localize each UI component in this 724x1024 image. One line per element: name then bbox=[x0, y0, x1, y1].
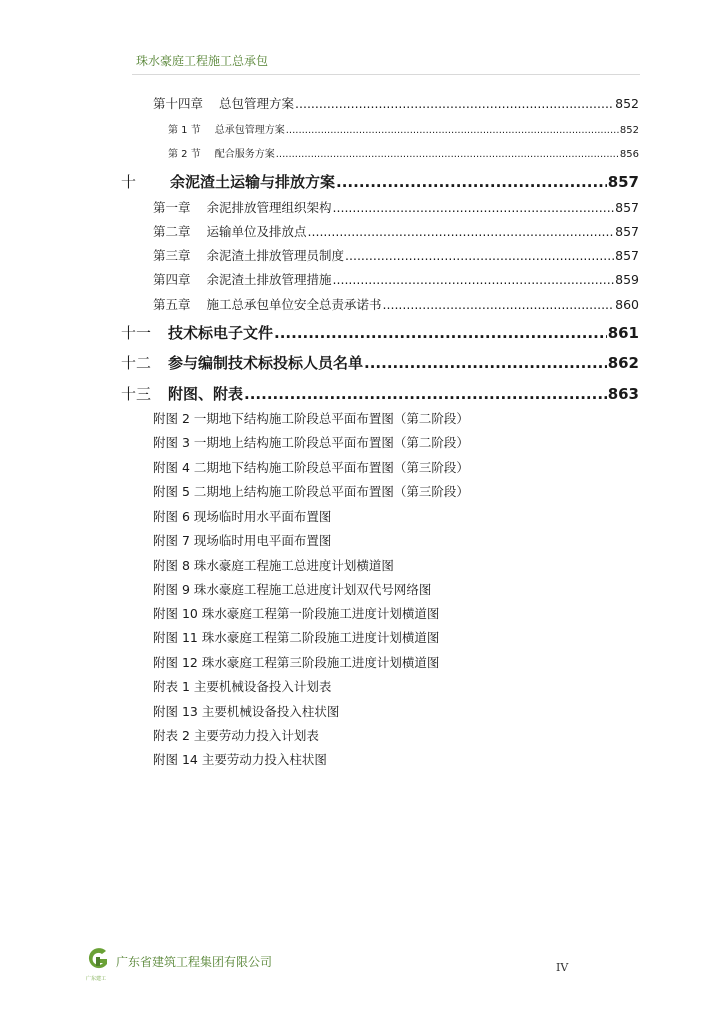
toc-entry-part-11[interactable] bbox=[121, 322, 639, 343]
appendix-item: 附图 7 现场临时用电平面布置图 bbox=[153, 533, 332, 548]
toc-entry-part10-chapter-1[interactable] bbox=[153, 198, 639, 216]
toc-entry-number: 十三 bbox=[121, 385, 152, 403]
toc-entry-number: 十 bbox=[121, 173, 137, 191]
toc-entry-section-1[interactable] bbox=[168, 121, 639, 136]
toc-entry-page: 852 bbox=[615, 96, 639, 111]
toc-entry-chapter-14[interactable] bbox=[153, 94, 639, 112]
toc-entry-page: 857 bbox=[615, 248, 639, 263]
toc-leader-dots bbox=[244, 385, 607, 403]
toc-entry-section-2[interactable] bbox=[168, 145, 639, 160]
toc-leader-dots bbox=[364, 354, 607, 372]
appendix-item: 附图 8 珠水豪庭工程施工总进度计划横道图 bbox=[153, 558, 394, 573]
toc-entry-page: 857 bbox=[607, 173, 639, 191]
toc-entry-title: 配合服务方案 bbox=[214, 149, 275, 160]
toc-entry-page: 860 bbox=[615, 297, 639, 312]
appendix-item: 附图 4 二期地下结构施工阶段总平面布置图（第三阶段） bbox=[153, 460, 469, 475]
toc-entry-page: 852 bbox=[619, 125, 639, 136]
toc-entry-title: 余泥排放管理组织架构 bbox=[206, 200, 332, 215]
toc-entry-number: 十二 bbox=[121, 354, 152, 372]
toc-entry-page: 856 bbox=[619, 149, 639, 160]
toc-leader-dots bbox=[333, 272, 615, 287]
company-logo-icon bbox=[86, 946, 110, 974]
toc-entry-page: 859 bbox=[615, 272, 639, 287]
appendix-item: 附图 13 主要机械设备投入柱状图 bbox=[153, 704, 340, 719]
toc-entry-part10-chapter-2[interactable] bbox=[153, 222, 639, 240]
logo-caption: 广东建工 bbox=[86, 976, 107, 982]
appendix-item: 附图 9 珠水豪庭工程施工总进度计划双代号网络图 bbox=[153, 582, 432, 597]
toc-leader-dots bbox=[308, 224, 615, 239]
toc-entry-page: 857 bbox=[615, 224, 639, 239]
toc-entry-part10-chapter-3[interactable] bbox=[153, 246, 639, 264]
toc-entry-page: 863 bbox=[607, 385, 639, 403]
toc-entry-title: 附图、附表 bbox=[168, 385, 244, 403]
toc-leader-dots bbox=[286, 125, 619, 136]
toc-entry-number: 十一 bbox=[121, 324, 152, 342]
toc-entry-title: 总承包管理方案 bbox=[214, 125, 285, 136]
appendix-item: 附图 3 一期地上结构施工阶段总平面布置图（第二阶段） bbox=[153, 435, 469, 450]
toc-entry-part10-chapter-5[interactable] bbox=[153, 295, 639, 313]
toc-entry-page: 862 bbox=[607, 354, 639, 372]
appendix-item: 附图 14 主要劳动力投入柱状图 bbox=[153, 752, 327, 767]
toc-entry-number: 第 2 节 bbox=[168, 149, 201, 160]
appendix-item: 附图 5 二期地上结构施工阶段总平面布置图（第三阶段） bbox=[153, 484, 469, 499]
appendix-item: 附图 2 一期地下结构施工阶段总平面布置图（第二阶段） bbox=[153, 411, 469, 426]
toc-entry-part-13[interactable] bbox=[121, 383, 639, 404]
appendix-item: 附图 10 珠水豪庭工程第一阶段施工进度计划横道图 bbox=[153, 606, 440, 621]
toc-entry-title: 总包管理方案 bbox=[219, 96, 295, 111]
toc-entry-part10-chapter-4[interactable] bbox=[153, 270, 639, 288]
toc-entry-part-12[interactable] bbox=[121, 352, 639, 373]
toc-entry-title: 运输单位及排放点 bbox=[206, 224, 307, 239]
toc-leader-dots bbox=[345, 248, 614, 263]
toc-entry-page: 857 bbox=[615, 200, 639, 215]
toc-entry-title: 余泥渣土运输与排放方案 bbox=[170, 173, 336, 191]
appendix-item: 附图 6 现场临时用水平面布置图 bbox=[153, 509, 332, 524]
toc-entry-part-10[interactable] bbox=[121, 171, 639, 192]
toc-entry-title: 余泥渣土排放管理员制度 bbox=[206, 248, 345, 263]
header-divider bbox=[132, 74, 640, 75]
toc-entry-number: 第 1 节 bbox=[168, 125, 201, 136]
toc-entry-title: 施工总承包单位安全总责承诺书 bbox=[206, 297, 382, 312]
appendix-item: 附图 12 珠水豪庭工程第三阶段施工进度计划横道图 bbox=[153, 655, 440, 670]
toc-entry-title: 余泥渣土排放管理措施 bbox=[206, 272, 332, 287]
toc-leader-dots bbox=[383, 297, 615, 312]
toc-entry-number: 第五章 bbox=[153, 297, 191, 312]
toc-leader-dots bbox=[274, 324, 607, 342]
appendix-item: 附图 11 珠水豪庭工程第二阶段施工进度计划横道图 bbox=[153, 630, 440, 645]
toc-entry-number: 第三章 bbox=[153, 248, 191, 263]
toc-leader-dots bbox=[336, 173, 607, 191]
toc-leader-dots bbox=[276, 149, 619, 160]
toc-entry-title: 参与编制技术标投标人员名单 bbox=[168, 354, 364, 372]
appendix-item: 附表 2 主要劳动力投入计划表 bbox=[153, 728, 319, 743]
footer-company-name: 广东省建筑工程集团有限公司 bbox=[116, 955, 273, 969]
toc-leader-dots bbox=[333, 200, 615, 215]
page-number: IV bbox=[556, 961, 569, 974]
appendix-item: 附表 1 主要机械设备投入计划表 bbox=[153, 679, 332, 694]
toc-entry-number: 第二章 bbox=[153, 224, 191, 239]
toc-leader-dots bbox=[295, 96, 614, 111]
toc-entry-number: 第十四章 bbox=[153, 96, 204, 111]
toc-entry-number: 第四章 bbox=[153, 272, 191, 287]
toc-entry-page: 861 bbox=[607, 324, 639, 342]
toc-entry-number: 第一章 bbox=[153, 200, 191, 215]
header-title: 珠水豪庭工程施工总承包 bbox=[136, 54, 269, 68]
toc-entry-title: 技术标电子文件 bbox=[168, 324, 274, 342]
